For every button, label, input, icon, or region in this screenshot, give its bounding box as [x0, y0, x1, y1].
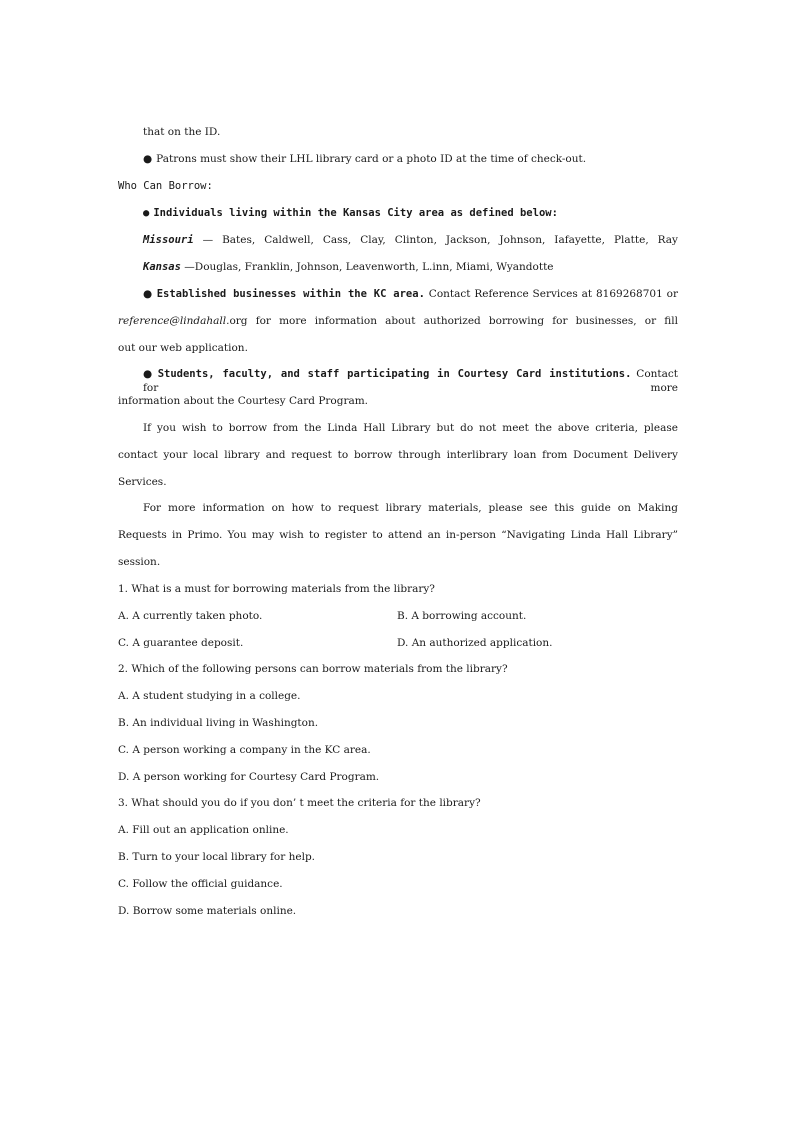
bullet-individuals: ● Individuals living within the Kansas City area as defined below:: [143, 207, 558, 219]
question-3-stem: 3. What should you do if you don’ t meet the criteria for the library?: [118, 797, 481, 809]
passage-line: that on the ID.: [143, 126, 221, 138]
kansas-label: Kansas: [143, 261, 181, 273]
q3-option-b: B. Turn to your local library for help.: [118, 851, 316, 863]
q1-option-a: A. A currently taken photo.: [118, 610, 263, 622]
q2-option-d: D. A person working for Courtesy Card Program.: [118, 771, 380, 783]
bullet-businesses: ● Established businesses within the KC area. Contact Reference Services at 8169268701 or: [143, 288, 678, 300]
passage-line: Services.: [118, 476, 167, 488]
q1-option-c: C. A guarantee deposit.: [118, 637, 244, 649]
section-heading-who-can-borrow: Who Can Borrow:: [118, 180, 213, 192]
question-2-stem: 2. Which of the following persons can borrow materials from the library?: [118, 663, 508, 675]
bullet-photo-id: ● Patrons must show their LHL library card or a photo ID at the time of check-out.: [143, 153, 587, 165]
bullet-icon: ●: [143, 153, 153, 165]
kansas-counties: Kansas —Douglas, Franklin, Johnson, Leavenworth, L.inn, Miami, Wyandotte: [143, 261, 554, 273]
bullet-courtesy-card: ● Students, faculty, and staff participating in Courtesy Card institutions. Contact for more: [143, 368, 678, 394]
passage-line: out our web application.: [118, 342, 248, 354]
bullet-icon: ●: [143, 207, 150, 219]
q3-option-d: D. Borrow some materials online.: [118, 905, 297, 917]
passage-line: Requests in Primo. You may wish to register to attend an in-person “Navigating Linda Hall Library”: [118, 529, 678, 541]
bullet-icon: ●: [143, 288, 153, 300]
q3-option-a: A. Fill out an application online.: [118, 824, 289, 836]
missouri-label: Missouri: [143, 234, 194, 246]
passage-line: session.: [118, 556, 161, 568]
bullet-icon: ●: [143, 368, 154, 380]
q2-option-c: C. A person working a company in the KC area.: [118, 744, 371, 756]
q2-option-a: A. A student studying in a college.: [118, 690, 301, 702]
question-1-options-row-2: [118, 636, 678, 650]
passage-line: For more information on how to request library materials, please see this guide on Making: [143, 502, 678, 514]
passage-line: reference@lindahall.org for more information about authorized borrowing for businesses, or fill: [118, 315, 678, 327]
reference-email: reference@lindahall.: [118, 315, 230, 327]
question-1-stem: 1. What is a must for borrowing materials from the library?: [118, 583, 435, 595]
q3-option-c: C. Follow the official guidance.: [118, 878, 283, 890]
q2-option-b: B. An individual living in Washington.: [118, 717, 319, 729]
missouri-counties: Missouri — Bates, Caldwell, Cass, Clay, Clinton, Jackson, Johnson, Iafayette, Platte, Ray: [143, 234, 678, 246]
q1-option-b: B. A borrowing account.: [397, 610, 527, 622]
question-1-options-row-1: [118, 609, 678, 623]
passage-line: information about the Courtesy Card Program.: [118, 395, 369, 407]
passage-line: contact your local library and request to borrow through interlibrary loan from Document Delivery: [118, 449, 678, 461]
passage-line: If you wish to borrow from the Linda Hall Library but do not meet the above criteria, please: [143, 422, 678, 434]
q1-option-d: D. An authorized application.: [397, 637, 553, 649]
